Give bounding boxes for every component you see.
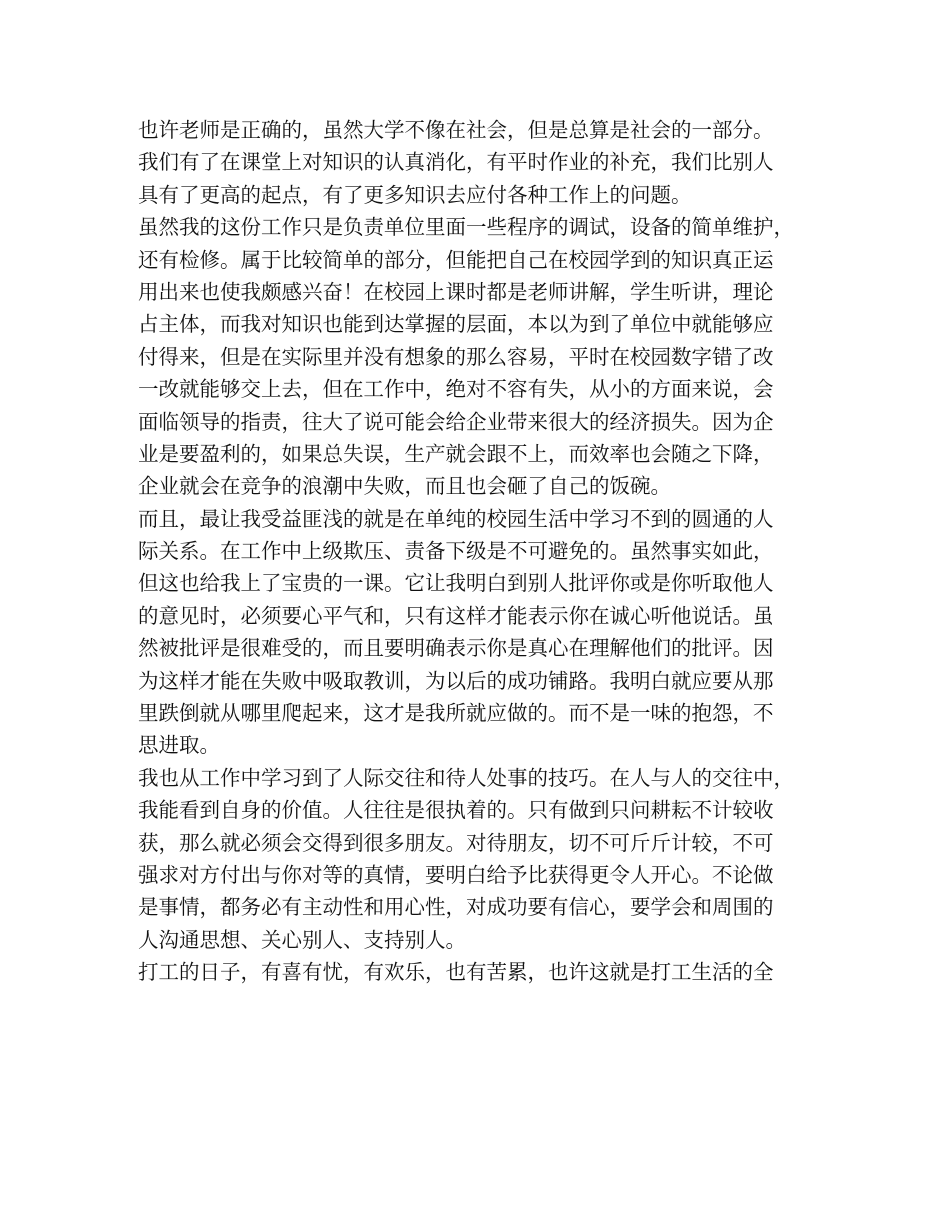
document-body (138, 114, 828, 989)
text-line: 强求对方付出与你对等的真情，要明白给予比获得更令人开心。不论做 (138, 862, 774, 887)
text-line: 我也从工作中学习到了人际交往和待人处事的技巧。在人与人的交往中， (138, 765, 794, 790)
text-line: 获，那么就必须会交得到很多朋友。对待朋友，切不可斤斤计较，不可 (138, 830, 774, 855)
text-line: 一改就能够交上去，但在工作中，绝对不容有失，从小的方面来说，会 (138, 377, 774, 402)
text-line: 的意见时，必须要心平气和，只有这样才能表示你在诚心听他说话。虽 (138, 603, 774, 628)
text-line: 然被批评是很难受的，而且要明确表示你是真心在理解他们的批评。因 (138, 636, 774, 661)
text-line: 而且，最让我受益匪浅的就是在单纯的校园生活中学习不到的圆通的人 (138, 506, 774, 531)
text-line: 企业就会在竞争的浪潮中失败，而且也会砸了自己的饭碗。 (138, 474, 671, 499)
text-line: 为这样才能在失败中吸取教训，为以后的成功铺路。我明白就应要从那 (138, 668, 774, 693)
text-line: 面临领导的指责，往大了说可能会给企业带来很大的经济损失。因为企 (138, 409, 774, 434)
text-line: 际关系。在工作中上级欺压、责备下级是不可避免的。虽然事实如此， (138, 539, 774, 564)
text-line: 打工的日子，有喜有忧，有欢乐，也有苦累，也许这就是打工生活的全 (138, 960, 774, 985)
text-line: 业是要盈利的，如果总失误，生产就会跟不上，而效率也会随之下降， (138, 441, 774, 466)
text-line: 具有了更高的起点，有了更多知识去应付各种工作上的问题。 (138, 182, 692, 207)
text-line: 但这也给我上了宝贵的一课。它让我明白到别人批评你或是你听取他人 (138, 571, 774, 596)
text-line: 也许老师是正确的，虽然大学不像在社会，但是总算是社会的一部分。 (138, 118, 774, 142)
text-line: 付得来，但是在实际里并没有想象的那么容易，平时在校园数字错了改 (138, 344, 774, 369)
text-line: 还有检修。属于比较简单的部分，但能把自己在校园学到的知识真正运 (138, 247, 774, 272)
text-line: 虽然我的这份工作只是负责单位里面一些程序的调试，设备的简单维护， (138, 215, 794, 240)
text-line: 我们有了在课堂上对知识的认真消化，有平时作业的补充，我们比别人 (138, 150, 774, 175)
text-line: 人沟通思想、关心别人、支持别人。 (138, 927, 466, 952)
text-line: 思进取。 (138, 733, 220, 758)
text-line: 是事情，都务必有主动性和用心性，对成功要有信心，要学会和周围的 (138, 895, 774, 920)
text-line: 占主体，而我对知识也能到达掌握的层面，本以为到了单位中就能够应 (138, 312, 774, 337)
text-line: 用出来也使我颇感兴奋！在校园上课时都是老师讲解，学生听讲，理论 (138, 279, 774, 304)
text-line: 里跌倒就从哪里爬起来，这才是我所就应做的。而不是一味的抱怨，不 (138, 701, 774, 726)
text-line: 我能看到自身的价值。人往往是很执着的。只有做到只问耕耘不计较收 (138, 798, 774, 823)
